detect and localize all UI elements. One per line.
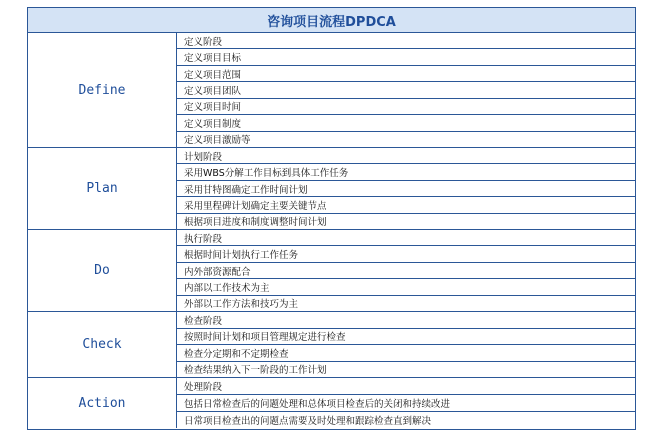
step-item: 执行阶段 <box>177 230 635 246</box>
step-item: 外部以工作方法和技巧为主 <box>184 299 299 311</box>
step-item: 定义项目制度 <box>177 115 635 131</box>
step-item: 根据项目进度和制度调整时间计划 <box>184 217 327 229</box>
step-item: 处理阶段 <box>177 378 635 395</box>
phase-name: Action <box>28 378 177 428</box>
phase-steps <box>177 33 635 147</box>
step-item: 按照时间计划和项目管理规定进行检查 <box>177 329 635 346</box>
step-item: 日常项目检查出的问题点需要及时处理和跟踪检查直到解决 <box>184 416 432 427</box>
phase-steps <box>177 312 635 377</box>
step-item: 内外部资源配合 <box>177 263 635 279</box>
step-item: 检查结果纳入下一阶段的工作计划 <box>184 365 327 377</box>
step-item: 根据时间计划执行工作任务 <box>177 246 635 262</box>
phase-name: Define <box>28 33 177 147</box>
step-item: 定义阶段 <box>177 33 635 49</box>
step-item: 定义项目目标 <box>177 49 635 65</box>
process-table <box>27 7 636 430</box>
step-item: 定义项目时间 <box>177 99 635 115</box>
step-item: 检查分定期和不定期检查 <box>177 345 635 362</box>
phase-row-action <box>28 378 635 428</box>
phase-name: Check <box>28 312 177 377</box>
step-item: 定义项目激励等 <box>184 135 251 147</box>
step-item: 包括日常检查后的问题处理和总体项目检查后的关闭和持续改进 <box>177 395 635 412</box>
step-item: 采用甘特图确定工作时间计划 <box>177 181 635 197</box>
phase-row-plan <box>28 148 635 230</box>
table-title: 咨询项目流程DPDCA <box>28 8 635 33</box>
step-item: 计划阶段 <box>177 148 635 164</box>
step-item: 定义项目范围 <box>177 66 635 82</box>
phase-row-define <box>28 33 635 148</box>
step-item: 内部以工作技术为主 <box>177 279 635 295</box>
step-item: 采用里程碑计划确定主要关键节点 <box>177 197 635 213</box>
step-item: 定义项目团队 <box>177 82 635 98</box>
phase-steps <box>177 378 635 428</box>
step-item: 采用WBS分解工作目标到具体工作任务 <box>177 164 635 180</box>
phase-name: Do <box>28 230 177 311</box>
phase-row-do <box>28 230 635 312</box>
step-item: 检查阶段 <box>177 312 635 329</box>
phase-steps <box>177 230 635 311</box>
phase-steps <box>177 148 635 229</box>
phase-row-check <box>28 312 635 378</box>
phase-name: Plan <box>28 148 177 229</box>
